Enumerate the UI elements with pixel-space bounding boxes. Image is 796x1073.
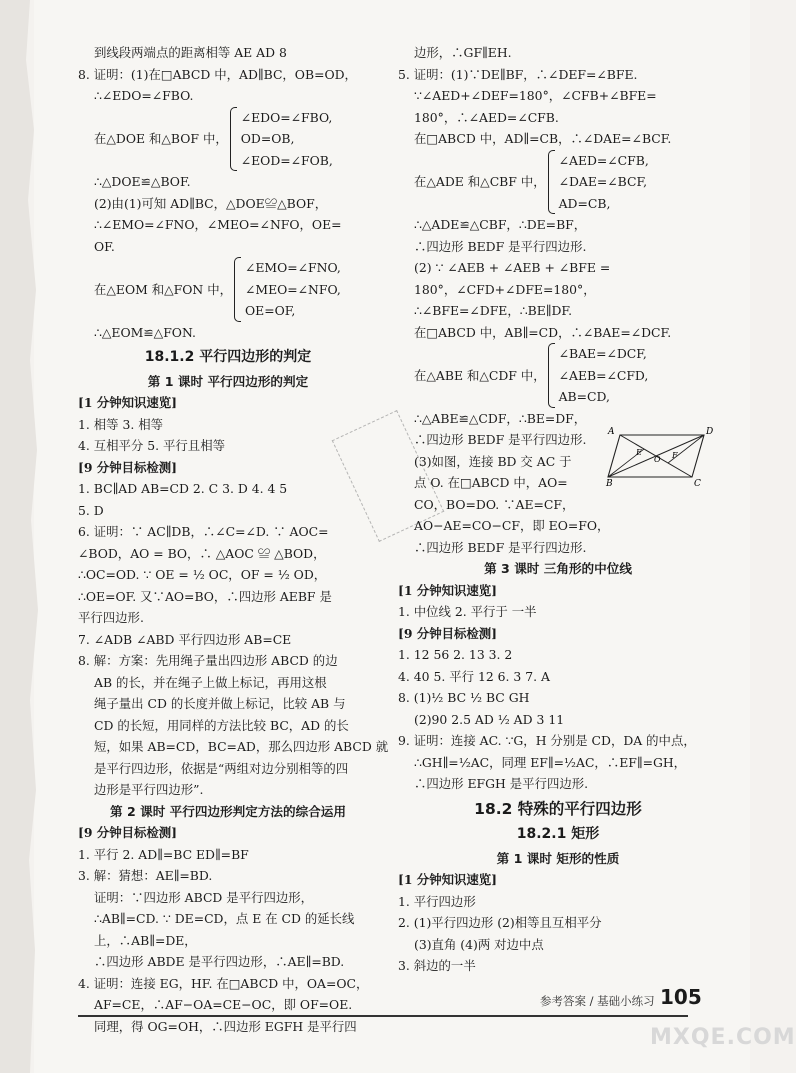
text-line: 7. ∠ADB ∠ABD 平行四边形 AB=CE (78, 631, 292, 647)
text-line: 4. 互相平分 5. 平行且相等 (78, 438, 225, 453)
text-line: 4. 40 5. 平行 12 6. 3 7. A (398, 668, 550, 684)
brace-icon (230, 107, 237, 172)
text-line: 在□ABCD 中，AD∥=CB，∴∠DAE=∠BCF. (414, 131, 672, 146)
system-line: AD=CB, (558, 195, 611, 211)
text-line: 边形是平行四边形”. (94, 782, 204, 797)
text-line: (3)直角 (4)两 对边中点 (414, 936, 544, 952)
text-line: 6. 证明：∵ AC∥DB，∴∠C=∠D. ∵ AOC= (78, 524, 329, 539)
brace-icon (234, 257, 241, 322)
text-line: 证明：∵四边形 ABCD 是平行四边形， (94, 889, 314, 905)
text-line: 到线段两端点的距离相等 AE AD 8 (94, 45, 287, 60)
text-line: 1. 平行 2. AD∥=BC ED∥=BF (78, 846, 249, 862)
figure-label: E (636, 448, 642, 457)
text-line: ∴OE=OF. 又∵AO=BO，∴四边形 AEBF 是 (78, 588, 332, 604)
subsection-label: [1 分钟知识速览] (398, 872, 498, 887)
text-line: 2. (1)平行四边形 (2)相等且互相平分 (398, 915, 602, 930)
text-line: (2)90 2.5 AD ½ AD 3 11 (414, 711, 565, 727)
text-line: AB 的长，并在绳子上做上标记，再用这根 (94, 674, 327, 690)
section-heading: 第 2 课时 平行四边形判定方法的综合运用 (109, 803, 346, 819)
equation-system (398, 150, 718, 215)
text-line: ∴△ADE≌△CBF，∴DE=BF， (414, 217, 587, 232)
text-line: (3)如图，连接 BD 交 AC 于 (414, 453, 572, 469)
section-heading: 第 3 课时 三角形的中位线 (484, 561, 632, 576)
page-number: 105 (660, 985, 702, 1009)
text-line: ∵∠AED+∠DEF=180°，∠CFB+∠BFE= (414, 88, 657, 103)
system-prefix: 在△DOE 和△BOF 中， (94, 131, 228, 146)
text-line: ∴四边形 BEDF 是平行四边形. (414, 539, 587, 555)
figure-label: C (694, 479, 701, 489)
subsection-label: [1 分钟知识速览] (398, 582, 498, 598)
text-line: 1. 中位线 2. 平行于 一半 (398, 604, 537, 619)
text-line: 短，如果 AB=CD，BC=AD，那么四边形 ABCD 就 (94, 739, 389, 754)
text-line: ∴AB∥=CD. ∵ DE=CD，点 E 在 CD 的延长线 (94, 911, 355, 926)
text-line: 1. 12 56 2. 13 3. 2 (398, 647, 513, 662)
text-line: 1. 相等 3. 相等 (78, 416, 164, 432)
system-line: OD=OB, (240, 131, 295, 146)
text-line: ∴△EOM≌△FON. (94, 324, 196, 340)
equation-system (78, 107, 378, 172)
text-line: ∠BOD，AO = BO，∴ △AOC ≌ △BOD， (78, 545, 326, 561)
text-line: ∴△DOE≌△BOF. (94, 174, 191, 189)
text-line: 同理，得 OG=OH，∴四边形 EGFH 是平行四 (94, 1018, 357, 1034)
text-line: 边形，∴GF∥EH. (414, 45, 512, 60)
text-line: ∴四边形 EFGH 是平行四边形. (414, 776, 589, 791)
text-line: AO−AE=CO−CF，即 EO=FO， (414, 518, 610, 533)
brace-icon (548, 150, 555, 215)
system-prefix: 在△ADE 和△CBF 中， (414, 174, 546, 189)
figure-label: A (608, 427, 615, 437)
text-line: 平行四边形. (78, 610, 144, 625)
text-line: OF. (94, 238, 115, 254)
figure-label: O (654, 455, 661, 464)
text-line: ∴OC=OD. ∵ OE = ½ OC，OF = ½ OD， (78, 567, 327, 582)
subsection-label: [9 分钟目标检测] (78, 459, 178, 475)
text-line: 是平行四边形，依据是“两组对边分别相等的四 (94, 760, 349, 776)
text-line: ∴∠BFE=∠DFE，∴BE∥DF. (414, 303, 573, 318)
system-line: ∠EOD=∠FOB, (240, 152, 333, 168)
text-line: CO，BO=DO. ∵AE=CF， (414, 496, 575, 512)
text-line: 1. BC∥AD AB=CD 2. C 3. D 4. 4 5 (78, 481, 288, 496)
section-heading: 18.2.1 矩形 (516, 826, 600, 842)
text-line: 9. 证明：连接 AC. ∵G，H 分别是 CD，DA 的中点， (398, 733, 696, 748)
figure-label: B (606, 479, 613, 489)
parallelogram-figure (606, 425, 716, 487)
figure-label: F (672, 451, 678, 460)
system-line: OE=OF, (245, 303, 296, 318)
text-line: 点 O. 在□ABCD 中，AO= (414, 475, 568, 490)
text-line: 在□ABCD 中，AB∥=CD，∴∠BAE=∠DCF. (414, 324, 672, 340)
section-heading: 第 1 课时 平行四边形的判定 (147, 373, 309, 389)
text-line: ∴四边形 BEDF 是平行四边形. (414, 238, 587, 254)
text-line: ∴△ABE≌△CDF，∴BE=DF， (414, 410, 587, 426)
text-line: CD 的长短，用同样的方法比较 BC，AD 的长 (94, 717, 349, 733)
subsection-label: [1 分钟知识速览] (78, 395, 178, 410)
system-line: ∠EMO=∠FNO, (245, 260, 341, 275)
text-line: 5. D (78, 502, 104, 518)
system-prefix: 在△EOM 和△FON 中， (94, 281, 232, 297)
equation-system (78, 257, 378, 322)
text-line: 3. 解：猜想：AE∥=BD. (78, 868, 213, 883)
text-line: 3. 斜边的一半 (398, 958, 476, 973)
system-line: ∠DAE=∠BCF, (558, 174, 648, 189)
equation-system (398, 343, 718, 408)
section-heading: 第 1 课时 矩形的性质 (496, 850, 620, 866)
text-line: (2)由(1)可知 AD∥BC，△DOE≌△BOF， (94, 195, 328, 211)
text-line: 8. (1)½ BC ½ BC GH (398, 690, 530, 705)
system-line: ∠AED=∠CFB, (558, 152, 649, 168)
torn-edge (0, 0, 38, 1073)
system-line: ∠EDO=∠FBO, (240, 109, 333, 125)
subsection-label: [9 分钟目标检测] (78, 825, 178, 840)
subsection-label: [9 分钟目标检测] (398, 625, 498, 641)
watermark: MXQE.COM (650, 1025, 796, 1050)
text-line: (2) ∵ ∠AEB + ∠AEB + ∠BFE = (414, 260, 611, 275)
text-line: 上，∴AB∥=DE， (94, 932, 197, 948)
text-line: 绳子量出 CD 的长度并做上标记，比较 AB 与 (94, 696, 346, 711)
section-heading: 18.2 特殊的平行四边形 (474, 799, 642, 818)
text-line: 180°，∴∠AED=∠CFB. (414, 109, 559, 125)
text-line: 8. 证明：(1)在□ABCD 中，AD∥BC，OB=OD， (78, 66, 357, 82)
text-line: 8. 解：方案：先用绳子量出四边形 ABCD 的边 (78, 653, 338, 668)
system-line: AB=CD, (558, 389, 610, 404)
right-column (398, 42, 718, 977)
footer-label: 参考答案 / 基础小练习 (540, 994, 655, 1008)
system-prefix: 在△ABE 和△CDF 中， (414, 367, 546, 383)
text-line: ∴∠EDO=∠FBO. (94, 88, 194, 103)
text-line: 180°，∠CFD+∠DFE=180°， (414, 281, 596, 297)
text-line: 1. 平行四边形 (398, 893, 476, 909)
left-column (78, 42, 389, 1037)
section-heading: 18.1.2 平行四边形的判定 (144, 349, 312, 365)
text-line: AF=CE，∴AF−OA=CE−OC，即 OF=OE. (94, 997, 353, 1012)
text-line: 5. 证明：(1)∵DE∥BF，∴∠DEF=∠BFE. (398, 66, 638, 82)
system-line: ∠AEB=∠CFD, (558, 367, 649, 383)
system-line: ∠BAE=∠DCF, (558, 346, 647, 361)
text-line: ∴四边形 BEDF 是平行四边形. (414, 432, 587, 447)
system-line: ∠MEO=∠NFO, (245, 281, 341, 297)
footer-rule (78, 1015, 688, 1017)
text-line: ∴GH∥=½AC，同理 EF∥=½AC，∴EF∥=GH， (414, 754, 687, 770)
brace-icon (548, 343, 555, 408)
text-line: 4. 证明：连接 EG，HF. 在□ABCD 中，OA=OC， (78, 975, 369, 991)
text-line: ∴∠EMO=∠FNO，∠MEO=∠NFO，OE= (94, 217, 342, 232)
figure-label: D (706, 427, 714, 437)
text-line: ∴四边形 ABDE 是平行四边形，∴AE∥=BD. (94, 954, 345, 969)
